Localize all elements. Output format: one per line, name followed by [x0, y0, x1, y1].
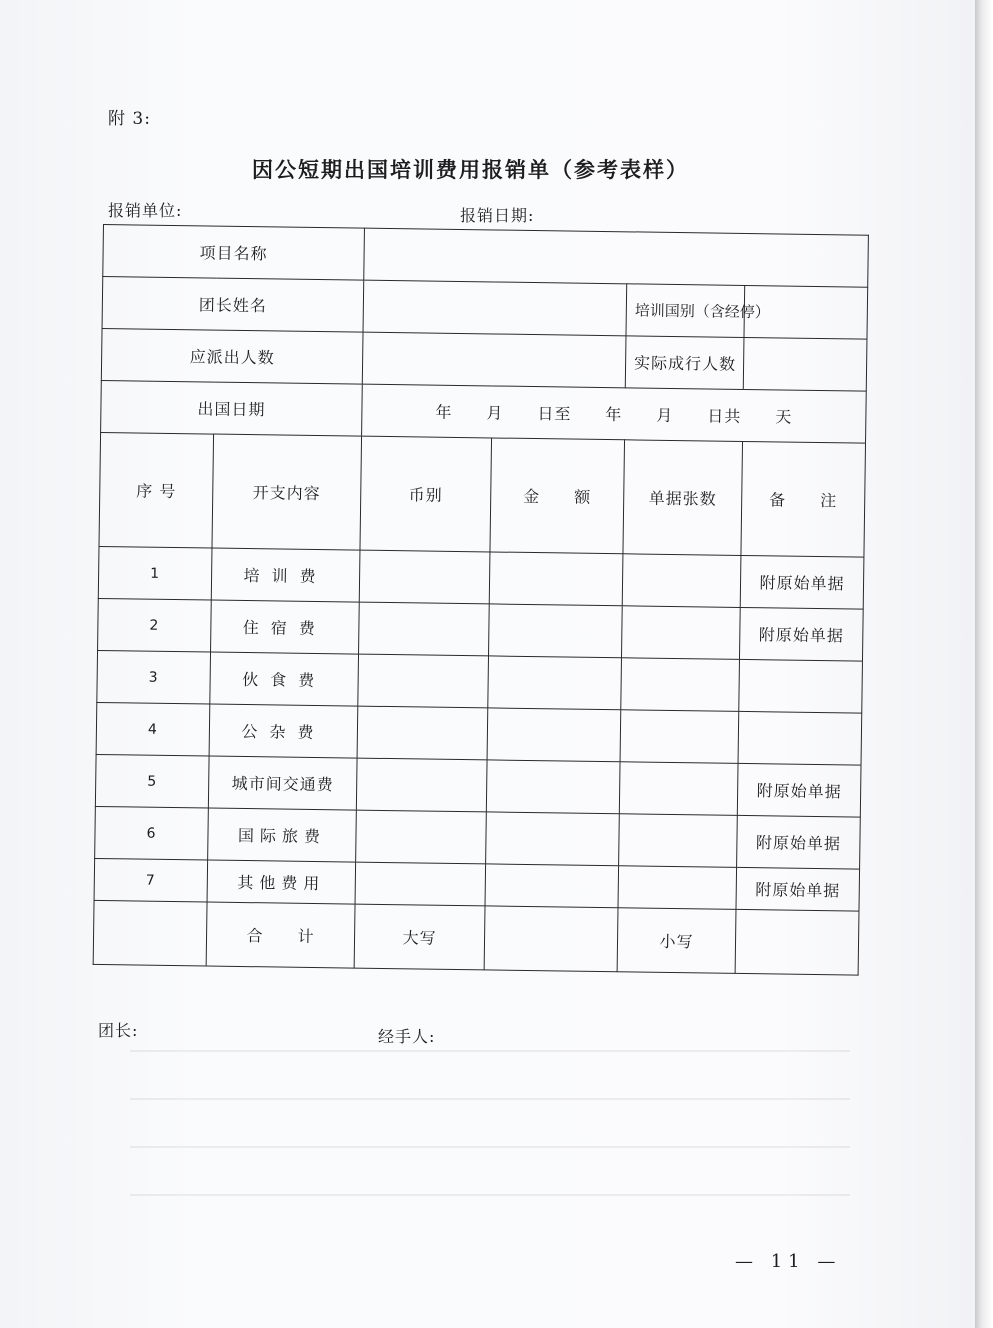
leader-name-field[interactable] — [363, 280, 627, 336]
amount-cell[interactable] — [487, 708, 621, 762]
training-country-label: 培训国别（含经停） — [626, 284, 745, 338]
project-name-label: 项目名称 — [103, 225, 365, 281]
uppercase-amount-field[interactable] — [484, 906, 618, 972]
project-name-field[interactable] — [364, 228, 869, 287]
currency-cell[interactable] — [359, 550, 490, 604]
total-label: 合 计 — [206, 902, 355, 968]
receipts-cell[interactable] — [622, 554, 741, 608]
row-number: 5 — [95, 754, 209, 808]
handler-signature-label: 经手人: — [378, 1027, 436, 1046]
actual-people-label: 实际成行人数 — [625, 336, 744, 390]
lowercase-label: 小写 — [617, 908, 736, 974]
currency-cell[interactable] — [356, 758, 487, 812]
currency-cell[interactable] — [358, 654, 489, 708]
leader-signature-label: 团长: — [98, 1021, 139, 1040]
page-edge-shadow — [975, 0, 993, 1328]
receipts-cell[interactable] — [620, 710, 739, 764]
receipts-cell[interactable] — [621, 658, 740, 712]
column-header-content: 开支内容 — [212, 434, 362, 550]
amount-cell[interactable] — [489, 604, 623, 658]
departure-date-field[interactable]: 年 月 日至 年 月 日共 天 — [362, 384, 867, 443]
column-header-amount: 金 额 — [490, 438, 625, 554]
attachment-label: 附 3: — [108, 109, 151, 129]
remark-cell: 附原始单据 — [736, 867, 860, 911]
row-number: 7 — [94, 858, 208, 902]
actual-people-field[interactable] — [743, 337, 867, 391]
receipts-cell[interactable] — [622, 606, 741, 660]
currency-cell[interactable] — [357, 706, 488, 760]
reimbursing-unit-label: 报销单位: — [108, 201, 183, 220]
column-header-receipts: 单据张数 — [623, 440, 743, 556]
amount-cell[interactable] — [486, 812, 620, 866]
total-row — [93, 900, 859, 975]
reimbursement-table — [93, 224, 869, 976]
remark-cell — [739, 659, 863, 713]
expense-item: 伙食费 — [210, 652, 359, 706]
column-header-row — [99, 432, 866, 557]
remark-cell — [738, 711, 862, 765]
expense-item: 培训费 — [211, 548, 360, 602]
expense-item: 城市间交通费 — [208, 756, 357, 810]
expense-item: 其他费用 — [207, 860, 356, 904]
row-number: 6 — [95, 806, 209, 860]
reimbursement-form — [93, 224, 868, 980]
column-header-remarks: 备 注 — [741, 441, 866, 557]
remark-cell: 附原始单据 — [739, 607, 863, 661]
currency-cell[interactable] — [359, 602, 490, 656]
amount-cell[interactable] — [486, 760, 620, 814]
form-title: 因公短期出国培训费用报销单（参考表样） — [252, 157, 689, 182]
reimbursement-date-label: 报销日期: — [460, 206, 535, 225]
lowercase-amount-field[interactable] — [735, 909, 859, 975]
amount-cell[interactable] — [489, 552, 623, 606]
row-number: 2 — [98, 598, 212, 652]
departure-date-label: 出国日期 — [101, 380, 363, 436]
expense-item: 住宿费 — [211, 600, 360, 654]
leader-name-label: 团长姓名 — [102, 277, 364, 333]
row-number: 3 — [97, 650, 211, 704]
planned-people-label: 应派出人数 — [101, 328, 363, 384]
remark-cell: 附原始单据 — [737, 763, 861, 817]
receipts-cell[interactable] — [618, 866, 737, 910]
receipts-cell[interactable] — [619, 762, 738, 816]
row-number: 4 — [96, 702, 210, 756]
remark-cell: 附原始单据 — [737, 815, 861, 869]
total-blank-cell — [93, 900, 207, 966]
page-number: — 11 — — [735, 1251, 842, 1272]
amount-cell[interactable] — [488, 656, 622, 710]
uppercase-label: 大写 — [354, 904, 485, 970]
receipts-cell[interactable] — [619, 814, 738, 868]
currency-cell[interactable] — [356, 810, 487, 864]
expense-item: 国际旅费 — [208, 808, 357, 862]
planned-people-field[interactable] — [362, 332, 626, 388]
remark-cell: 附原始单据 — [740, 555, 864, 609]
column-header-seq: 序 号 — [99, 432, 214, 548]
row-number: 1 — [98, 546, 212, 600]
amount-cell[interactable] — [485, 864, 619, 908]
expense-item: 公杂费 — [209, 704, 358, 758]
currency-cell[interactable] — [355, 862, 486, 906]
column-header-currency: 币别 — [360, 436, 492, 552]
